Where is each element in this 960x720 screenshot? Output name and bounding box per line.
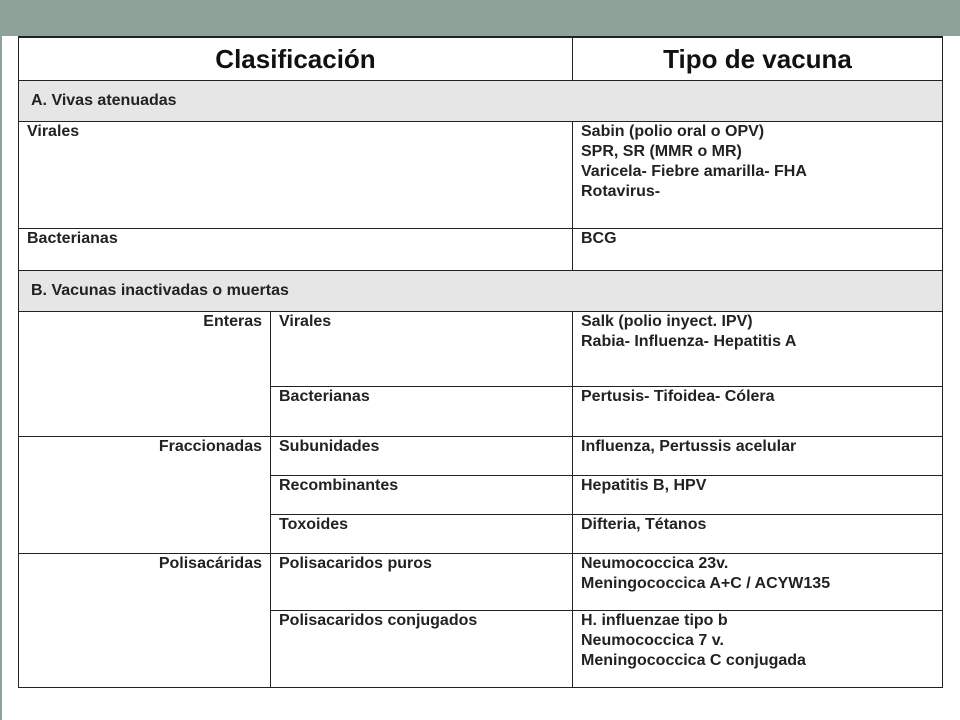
subtype-cell: Bacterianas xyxy=(271,387,573,437)
vaccine-line: SPR, SR (MMR o MR) xyxy=(581,143,742,160)
vaccine-type-cell xyxy=(573,122,943,229)
vaccine-line: Salk (polio inyect. IPV) xyxy=(581,313,753,330)
classification-cell: Bacterianas xyxy=(19,229,573,271)
vaccine-line: Hepatitis B, HPV xyxy=(581,477,707,494)
vaccine-type-cell xyxy=(573,476,943,515)
vaccine-type-cell xyxy=(573,312,943,387)
table-row xyxy=(19,122,943,229)
vaccine-type-cell xyxy=(573,554,943,611)
header-tipo-de-vacuna: Tipo de vacuna xyxy=(573,37,943,81)
subtype-cell: Subunidades xyxy=(271,437,573,476)
vaccine-type-cell xyxy=(573,611,943,688)
subtype-cell: Polisacaridos conjugados xyxy=(271,611,573,688)
group-cell-enteras: Enteras xyxy=(19,312,271,437)
vaccine-line: Rabia- Influenza- Hepatitis A xyxy=(581,333,797,350)
table-row xyxy=(19,554,943,611)
vaccine-line: Varicela- Fiebre amarilla- FHA xyxy=(581,163,807,180)
classification-cell: Virales xyxy=(19,122,573,229)
top-accent-bar xyxy=(0,0,960,36)
vaccine-line: Meningococcica C conjugada xyxy=(581,652,806,669)
section-title-a: A. Vivas atenuadas xyxy=(19,81,943,122)
vaccine-type-cell xyxy=(573,515,943,554)
vaccine-type-cell xyxy=(573,437,943,476)
vaccine-line: Rotavirus- xyxy=(581,183,661,200)
vaccine-line: H. influenzae tipo b xyxy=(581,612,728,629)
vaccine-type-cell xyxy=(573,229,943,271)
subtype-cell: Polisacaridos puros xyxy=(271,554,573,611)
vaccine-line: Meningococcica A+C / ACYW135 xyxy=(581,575,831,592)
left-accent-line xyxy=(0,36,2,720)
table-row xyxy=(19,437,943,476)
header-row xyxy=(19,37,943,81)
vaccine-classification-table xyxy=(18,36,943,688)
subtype-cell: Recombinantes xyxy=(271,476,573,515)
vaccine-type-cell xyxy=(573,387,943,437)
vaccine-line: Influenza, Pertussis acelular xyxy=(581,438,797,455)
section-row-a xyxy=(19,81,943,122)
group-cell-polisacaridas: Polisacáridas xyxy=(19,554,271,688)
vaccine-line: Sabin (polio oral o OPV) xyxy=(581,123,765,140)
group-cell-fraccionadas: Fraccionadas xyxy=(19,437,271,554)
vaccine-line: Neumococcica 23v. xyxy=(581,555,729,572)
header-clasificacion: Clasificación xyxy=(19,37,573,81)
vaccine-line: Neumococcica 7 v. xyxy=(581,632,724,649)
subtype-cell: Toxoides xyxy=(271,515,573,554)
vaccine-line: Pertusis- Tifoidea- Cólera xyxy=(581,388,775,405)
table-row xyxy=(19,312,943,387)
table-row xyxy=(19,229,943,271)
vaccine-line: Difteria, Tétanos xyxy=(581,516,707,533)
vaccine-line: BCG xyxy=(581,230,617,247)
subtype-cell: Virales xyxy=(271,312,573,387)
section-title-b: B. Vacunas inactivadas o muertas xyxy=(19,271,943,312)
section-row-b xyxy=(19,271,943,312)
